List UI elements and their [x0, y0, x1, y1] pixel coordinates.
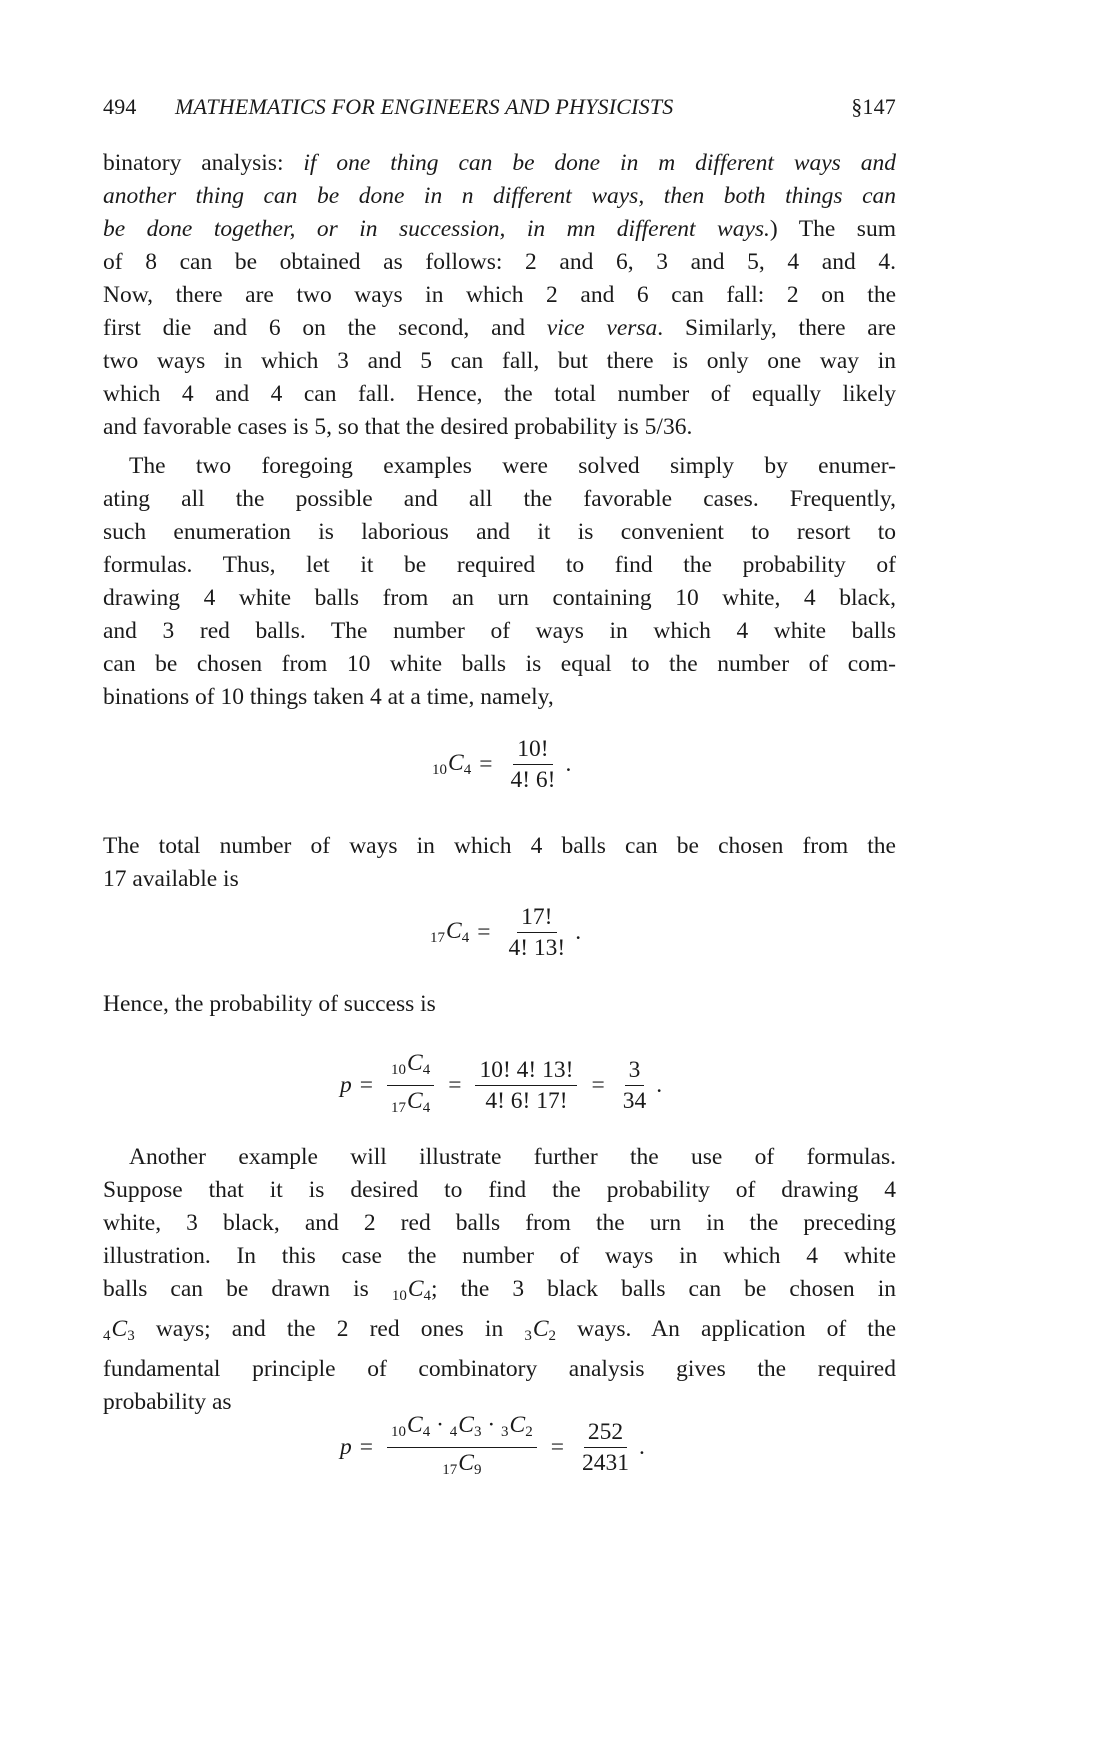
text-line: drawing 4 white balls from an urn containing 10 white, 4 black, [103, 585, 896, 611]
fraction: $\frac{17!}{4! 13!}$ [508, 904, 566, 961]
page-number: 494 [103, 94, 137, 119]
equation-10C4: $10C_4$ = $\frac{10!}{4! 6!}$ . [432, 736, 572, 793]
paragraph-2 [103, 450, 896, 714]
text-line: Hence, the probability of success is [103, 991, 436, 1017]
text-line: ating all the possible and all the favorable cases. Frequently, [103, 486, 896, 512]
text-line: and favorable cases is 5, so that the desired probability is 5/36. [103, 414, 693, 440]
text-line: which 4 and 4 can fall. Hence, the total number of equally likely [103, 381, 896, 407]
fraction: $\frac{3}{34}$ [622, 1057, 647, 1114]
equation-17C4: $17C_4$ = $\frac{17!}{4! 13!}$ . [430, 904, 582, 961]
paragraph-3 [103, 830, 896, 896]
text-line: binatory analysis: if one thing can be done in m different ways and [103, 150, 896, 176]
equation-probability-final: p = $\frac{10C_4 \cdot 4C_3 \cdot 3C_2}{17C_9}$ = $\frac{252}{2431}$ . [340, 1412, 645, 1483]
text-line: of 8 can be obtained as follows: 2 and 6, 3 and 5, 4 and 4. [103, 249, 896, 275]
text-line: probability as [103, 1389, 232, 1415]
paragraph-1 [103, 147, 896, 444]
text-line: $4C_3$ ways; and the 2 red ones in $3C_2$ ways. An application of the [103, 1316, 896, 1344]
text-line: such enumeration is laborious and it is convenient to resort to [103, 519, 896, 545]
text-line: 17 available is [103, 866, 239, 892]
section-number: §147 [851, 94, 896, 119]
paragraph-5 [103, 1141, 896, 1419]
text-line: The total number of ways in which 4 balls can be chosen from the [103, 833, 896, 859]
text-line: Now, there are two ways in which 2 and 6 can fall: 2 on the [103, 282, 896, 308]
paragraph-4 [103, 988, 896, 1021]
fraction-5-36: 5/36 [644, 414, 687, 440]
text-line: balls can be drawn is $10C_4$; the 3 black balls can be chosen in [103, 1276, 896, 1304]
text-line: can be chosen from 10 white balls is equal to the number of com- [103, 651, 896, 677]
text-line: The two foregoing examples were solved simply by enumer- [129, 453, 896, 479]
fraction: $\frac{10! 4! 13!}{4! 6! 17!}$ [475, 1057, 577, 1114]
text-line: two ways in which 3 and 5 can fall, but there is only one way in [103, 348, 896, 374]
fraction: $\frac{10!}{4! 6!}$ [510, 736, 556, 793]
text-line: and 3 red balls. The number of ways in which 4 white balls [103, 618, 896, 644]
running-title: MATHEMATICS FOR ENGINEERS AND PHYSICISTS [175, 94, 674, 119]
fraction: $\frac{10C_4 \cdot 4C_3 \cdot 3C_2}{17C_9}$ [387, 1412, 537, 1483]
text-line: binations of 10 things taken 4 at a time, namely, [103, 684, 554, 710]
equation-probability-p: p = $\frac{10C_4}{17C_4}$ = $\frac{10! 4! 13!}{4! 6! 17!}$ = $\frac{3}{34}$ . [340, 1050, 662, 1121]
text-line: white, 3 black, and 2 red balls from the urn in the preceding [103, 1210, 896, 1236]
text-line: illustration. In this case the number of ways in which 4 white [103, 1243, 896, 1269]
fraction: $\frac{10C_4}{17C_4}$ [387, 1050, 434, 1121]
fraction: $\frac{252}{2431}$ [582, 1419, 629, 1476]
text-line: Suppose that it is desired to find the probability of drawing 4 [103, 1177, 896, 1203]
text-line: fundamental principle of combinatory analysis gives the required [103, 1356, 896, 1382]
text-line: first die and 6 on the second, and vice versa. Similarly, there are [103, 315, 896, 341]
text-line: Another example will illustrate further the use of formulas. [129, 1144, 896, 1170]
text-line: another thing can be done in n different ways, then both things can [103, 183, 896, 209]
text-line: formulas. Thus, let it be required to find the probability of [103, 552, 896, 578]
text-line: be done together, or in succession, in mn different ways.) The sum [103, 216, 896, 242]
